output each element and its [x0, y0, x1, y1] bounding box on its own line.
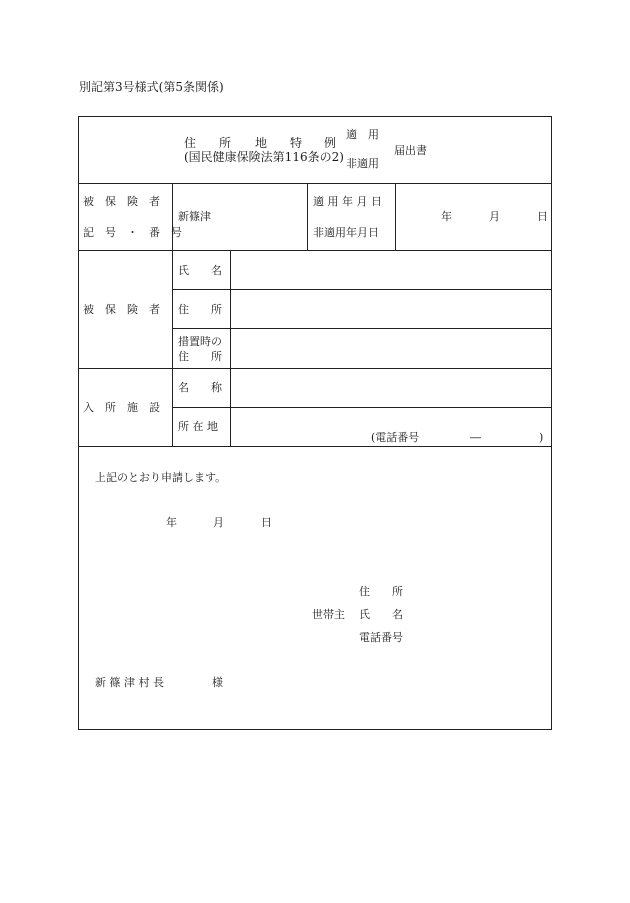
- addressee: 新 篠 津 村 長: [95, 676, 164, 689]
- title-char: 所: [219, 136, 232, 150]
- facility-name-label: 名 称: [178, 381, 222, 394]
- facility-location-label: 所 在 地: [178, 420, 218, 433]
- title-suffix: 届出書: [394, 144, 427, 157]
- address-label: 住 所: [178, 303, 222, 316]
- column-divider: [230, 250, 231, 446]
- householder-phone-label: 電話番号: [359, 631, 403, 644]
- declaration-year-label: 年: [166, 516, 177, 529]
- row-divider: [78, 368, 552, 369]
- facility-name-field[interactable]: [232, 370, 550, 405]
- householder-label: 世帯主: [312, 608, 345, 621]
- declaration-month-label: 月: [213, 516, 224, 529]
- option-apply: 適 用: [346, 128, 379, 141]
- title-char: 住: [184, 136, 197, 150]
- apply-date-label: 適 用 年 月 日: [313, 195, 382, 208]
- measure-address-label: 措置時の: [178, 335, 222, 348]
- declaration-day-label: 日: [261, 516, 272, 529]
- date-month-label: 月: [489, 210, 500, 223]
- form-title: 別記第3号様式(第5条関係): [79, 80, 224, 94]
- addressee-honorific: 様: [212, 676, 223, 689]
- row-divider: [78, 183, 552, 184]
- row-divider: [78, 250, 552, 251]
- title-char: 特: [290, 136, 303, 150]
- measure-address-field[interactable]: [232, 330, 550, 366]
- insured-number-label: 記 号 ・ 番 号: [83, 226, 182, 239]
- column-divider: [307, 183, 308, 250]
- row-divider: [172, 328, 552, 329]
- nonapply-date-label: 非適用年月日: [313, 226, 379, 239]
- title-char: 地: [255, 136, 268, 150]
- phone-open: (電話番号: [371, 431, 420, 444]
- declaration-statement: 上記のとおり申請します。: [95, 471, 227, 484]
- row-divider: [172, 407, 552, 408]
- facility-label: 入 所 施 設: [83, 401, 160, 414]
- phone-close: ): [539, 431, 544, 444]
- option-nonapply: 非適用: [346, 157, 379, 170]
- address-field[interactable]: [232, 291, 550, 326]
- householder-name-label: 氏 名: [359, 608, 403, 621]
- title-char: 例: [324, 136, 337, 150]
- row-divider: [78, 446, 552, 447]
- facility-location-field[interactable]: [232, 409, 550, 444]
- date-year-label: 年: [441, 210, 452, 223]
- measure-address-label: 住 所: [178, 350, 222, 363]
- householder-address-label: 住 所: [359, 585, 403, 598]
- title-subtitle: (国民健康保険法第116条の2): [184, 150, 344, 164]
- row-divider: [172, 289, 552, 290]
- phone-dash: ―: [470, 431, 481, 444]
- name-label: 氏 名: [178, 264, 222, 277]
- insured-number-label: 被 保 険 者: [83, 195, 160, 208]
- column-divider: [395, 183, 396, 250]
- name-field[interactable]: [232, 252, 550, 287]
- insured-number-value: 新篠津: [178, 210, 211, 223]
- date-day-label: 日: [537, 210, 548, 223]
- insured-person-label: 被 保 険 者: [83, 303, 160, 316]
- column-divider: [172, 183, 173, 446]
